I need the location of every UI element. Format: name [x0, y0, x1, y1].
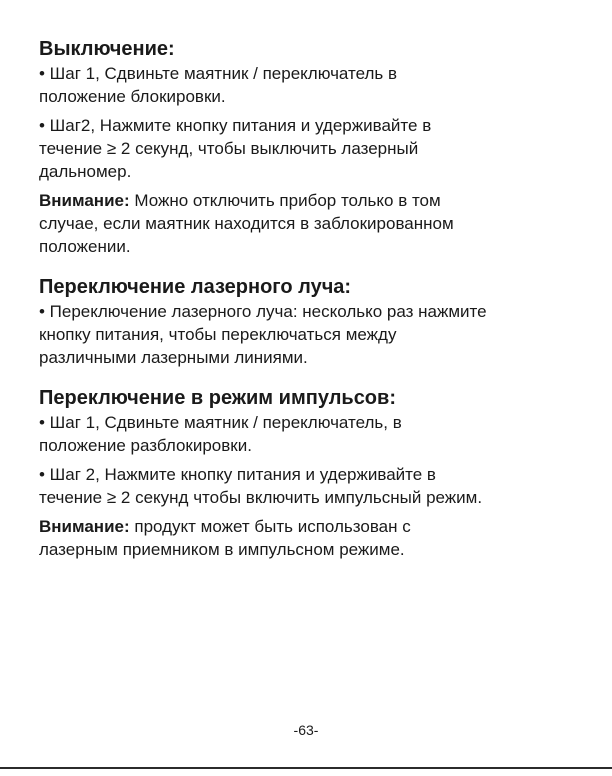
step-1-text: • Шаг 1, Сдвиньте маятник / переключатель в положение блокировки. [39, 64, 398, 106]
section-shutdown [39, 36, 594, 258]
section-heading: Переключение в режим импульсов: [39, 387, 396, 409]
section-heading: Переключение лазерного луча: [39, 276, 352, 298]
warning-label: Внимание: [39, 191, 130, 210]
warning-note [39, 189, 594, 258]
warning-text: продукт может быть использован с лазерным приемником в импульсном режиме. [39, 517, 411, 559]
bottom-divider [0, 767, 612, 769]
section-heading: Выключение: [39, 38, 175, 60]
warning-note [39, 515, 594, 561]
step-text: • Переключение лазерного луча: несколько раз нажмите кнопку питания, чтобы переключаться между различными лазерными линиями. [39, 302, 487, 367]
warning-text: Можно отключить прибор только в том случае, если маятник находится в заблокированном положении. [39, 191, 454, 256]
warning-label: Внимание: [39, 517, 130, 536]
step-1-text: • Шаг 1, Сдвиньте маятник / переключатель, в положение разблокировки. [39, 413, 402, 455]
page-number: -63- [293, 722, 319, 738]
step-2-text: • Шаг 2, Нажмите кнопку питания и удерживайте в течение ≥ 2 секунд чтобы включить импульсный режим. [39, 465, 483, 507]
section-laser-beam-switch [39, 274, 594, 369]
section-pulse-mode [39, 385, 594, 561]
step-2-text: • Шаг2, Нажмите кнопку питания и удерживайте в течение ≥ 2 секунд, чтобы выключить лазерный дальномер. [39, 116, 432, 181]
manual-page-content [39, 36, 594, 561]
